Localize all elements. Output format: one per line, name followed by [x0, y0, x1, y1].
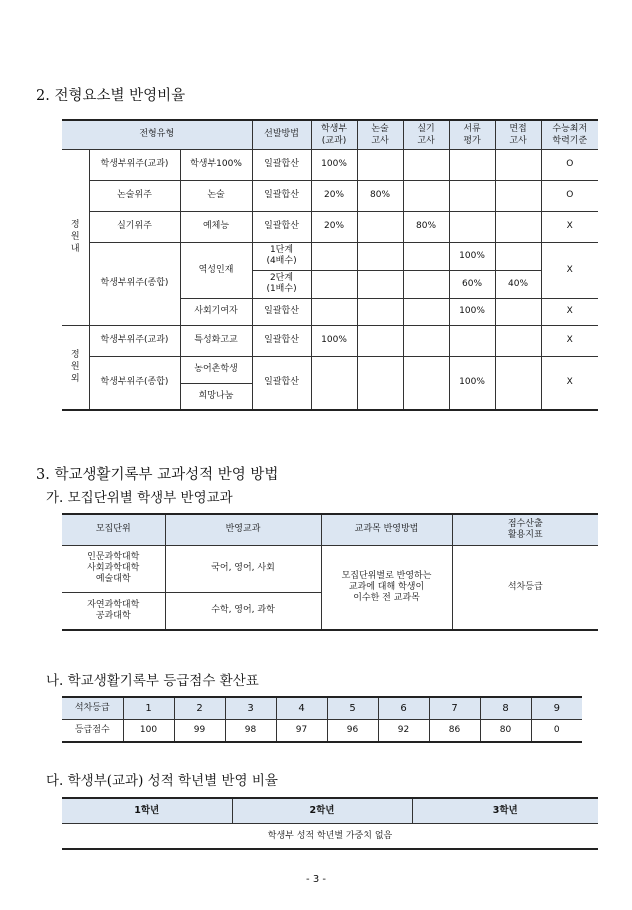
page-number: - 3 - [306, 874, 326, 885]
header-seoryu: 서류 평가 [449, 120, 495, 149]
group-inside: 정 원 내 [62, 149, 89, 325]
header-min-standard: 수능최저 학력기준 [541, 120, 598, 149]
header-indicator: 점수산출 활용지표 [452, 514, 598, 545]
header-type: 전형유형 [62, 120, 252, 149]
header-unit: 모집단위 [62, 514, 165, 545]
weight-note: 학생부 성적 학년별 가중치 없음 [267, 830, 393, 841]
header-method: 교과목 반영방법 [321, 514, 452, 545]
table-row: 정 원 내 학생부위주(교과) 학생부100% 일괄합산 100% O [62, 149, 598, 180]
section3c-title: 다. 학생부(교과) 성적 학년별 반영 비율 [46, 773, 278, 789]
table-row: 희망나눔 [62, 383, 598, 410]
header-method: 선발방법 [252, 120, 311, 149]
header-gyogwa: 학생부 (교과) [311, 120, 357, 149]
table-row: 자연과학대학 공과대학 수학, 영어, 과학 [62, 592, 598, 630]
table-row: 사회기여자 일괄합산 100% X [62, 298, 598, 325]
grade-label: 석차등급 [62, 697, 123, 720]
method-cell: 모집단위별로 반영하는 교과에 대해 학생이 이수한 전 교과목 [321, 545, 452, 630]
section2-title: 2. 전형요소별 반영비율 [36, 88, 186, 104]
table-row: 학생부위주(종합) 농어촌학생 일괄합산 100% X [62, 356, 598, 383]
header-silgi: 실기 고사 [403, 120, 449, 149]
header-interview: 면접 고사 [495, 120, 541, 149]
table-row: 2단계 (1배수) 60% 40% [62, 270, 598, 298]
header-subjects: 반영교과 [165, 514, 321, 545]
header-year2: 2학년 [232, 798, 412, 824]
admission-ratio-table [62, 119, 598, 411]
header-year3: 3학년 [412, 798, 598, 824]
indicator-cell: 석차등급 [452, 545, 598, 630]
header-year1: 1학년 [62, 798, 232, 824]
score-label: 등급점수 [62, 720, 123, 743]
section3a-title: 가. 모집단위별 학생부 반영교과 [46, 490, 233, 506]
table-row: 정 원 외 학생부위주(교과) 특성화고교 일괄합산 100% X [62, 325, 598, 356]
table-row: 실기위주 예체능 일괄합산 20% 80% X [62, 211, 598, 242]
table-row: 인문과학대학 사회과학대학 예술대학 국어, 영어, 사회 모집단위별로 반영하는 교과에 대해 학생이 이수한 전 교과목 석차등급 [62, 545, 598, 592]
section3b-title: 나. 학교생활기록부 등급점수 환산표 [46, 673, 259, 689]
group-outside: 정 원 외 [62, 325, 89, 410]
table-row: 학생부위주(종합) 역성인재 1단계 (4배수) 100% X [62, 242, 598, 270]
year-weight-table [62, 797, 598, 850]
grade-conversion-table: 석차등급 1 2 3 4 5 6 7 8 9 등급점수 100 99 98 97 96 92 86 80 0 [62, 696, 582, 743]
table-row: 논술위주 논술 일괄합산 20% 80% O [62, 180, 598, 211]
section3-title: 3. 학교생활기록부 교과성적 반영 방법 [36, 467, 279, 483]
header-nonsul: 논술 고사 [357, 120, 403, 149]
subject-table [62, 513, 598, 631]
